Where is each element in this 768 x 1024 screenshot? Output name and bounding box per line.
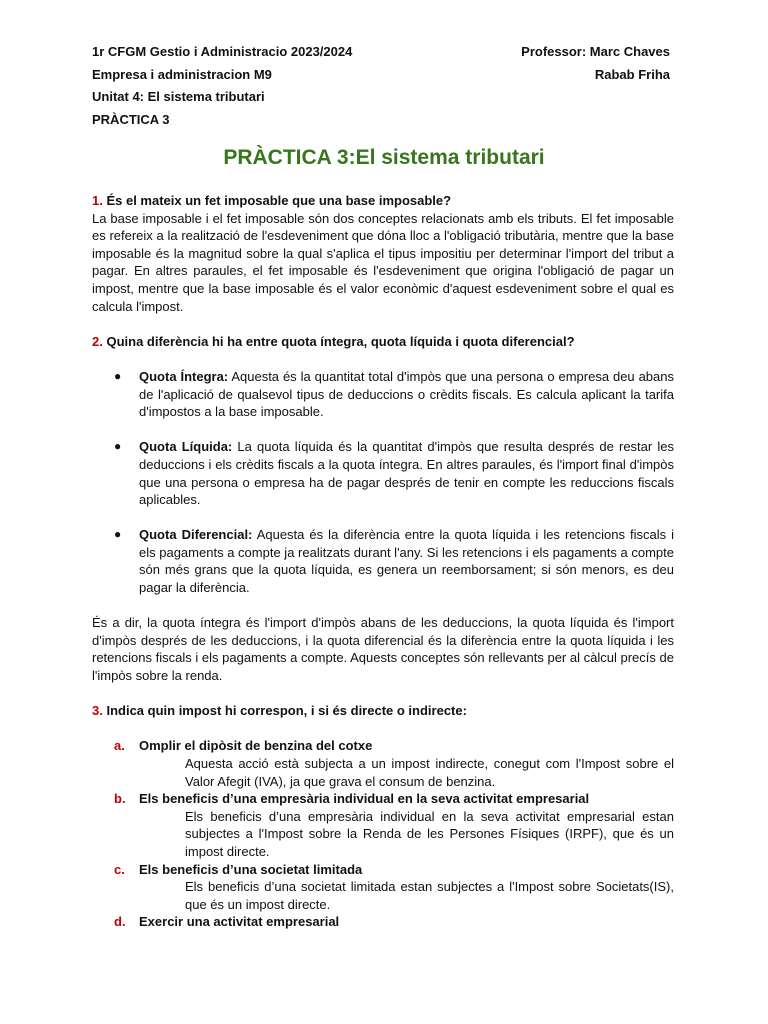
sub-letter: b. xyxy=(114,791,126,807)
bullet-item xyxy=(92,526,674,596)
student-name: Rabab Friha xyxy=(594,66,670,82)
course-label: 1r CFGM Gestio i Administracio 2023/2024 xyxy=(92,44,353,59)
question-2 xyxy=(92,333,674,351)
question-text: És el mateix un fet imposable que una base imposable? xyxy=(106,193,452,208)
document-body xyxy=(92,192,674,931)
document-title: PRÀCTICA 3:El sistema tributari xyxy=(223,146,545,169)
sub-letter: d. xyxy=(114,914,126,930)
sub-question-c xyxy=(92,861,674,879)
sub-answer: Els beneficis d’una societat limitada estan subjectes a l'Impost sobre Societats(IS), que és un impost directe. xyxy=(185,879,674,912)
question-number: 1. xyxy=(92,193,103,208)
question-3 xyxy=(92,702,674,720)
sub-heading: Els beneficis d’una empresària individual en la seva activitat empresarial xyxy=(139,791,590,807)
document-header xyxy=(92,42,670,132)
sub-answer: Els beneficis d’una empresària individual en la seva activitat empresarial estan subjectes a l'Impost sobre la Renda de les Persones Físiques (IRPF), que és un impost directe. xyxy=(185,808,674,859)
question-text: Quina diferència hi ha entre quota íntegra, quota líquida i quota diferencial? xyxy=(106,333,575,349)
question-number: 2. xyxy=(92,333,103,349)
bullet-item xyxy=(92,368,674,421)
bullet-term: Quota Líquida: xyxy=(139,439,233,455)
question-1 xyxy=(92,192,674,210)
sub-question-d xyxy=(92,913,674,931)
bullet-text: Aquesta és la diferència entre la quota líquida i les retencions fiscals i els pagaments a compte ja realitzats durant l'any. Si les retencions i els pagaments a compte són més grans que la quota líquida, es genera un reemborsament; si són menors, es deu pagar la diferència. xyxy=(139,527,674,596)
bullet-term: Quota Íntegra: xyxy=(139,368,229,384)
sub-heading: Exercir una activitat empresarial xyxy=(139,914,340,930)
unit-label: Unitat 4: El sistema tributari xyxy=(92,89,265,104)
question-text: Indica quin impost hi correspon, i si és directe o indirecte: xyxy=(106,703,467,719)
bullet-item xyxy=(92,438,674,508)
sub-question-a xyxy=(92,737,674,755)
sub-letter: c. xyxy=(114,861,125,877)
teacher-label: Professor: Marc Chaves xyxy=(521,44,670,59)
sub-heading: Els beneficis d’una societat limitada xyxy=(139,861,363,877)
sub-question-b xyxy=(92,790,674,808)
sub-letter: a. xyxy=(114,738,125,754)
sub-heading: Omplir el dipòsit de benzina del cotxe xyxy=(139,738,373,754)
question-number: 3. xyxy=(92,703,103,719)
module-label: Empresa i administracion M9 xyxy=(92,66,272,82)
bullet-icon: ● xyxy=(114,439,122,454)
practice-label: PRÀCTICA 3 xyxy=(92,111,170,127)
bullet-text: Aquesta és la quantitat total d'impòs que una persona o empresa deu abans de l'aplicació de qualsevol tipus de deduccions o crèdits fiscals. Es calcula aplicant la tarifa d'impostos a la base imposable. xyxy=(139,368,674,420)
bullet-term: Quota Diferencial: xyxy=(139,527,253,543)
sub-answer: Aquesta acció està subjecta a un impost indirecte, conegut com l'Impost sobre el Valor Afegit (IVA), ja que grava el consum de benzina. xyxy=(185,756,674,789)
answer-1: La base imposable i el fet imposable són dos conceptes relacionats amb els tributs. El fet imposable es refereix a la realització de l'esdeveniment que dóna lloc a l'obligació tributària, mentre que la base imposable és la magnitud sobre la qual s'aplica el tipus impositiu per determinar l'import del tribut a pagar. En altres paraules, el fet imposable és l'esdeveniment que origina l'obligació de pagar un impost, mentre que la base imposable és el valor econòmic d'aquest esdeveniment sobre el qual es calcula l'impost. xyxy=(92,210,674,314)
bullet-text: La quota líquida és la quantitat d'impòs que resulta després de restar les deduccions i els crèdits fiscals a la quota íntegra. En altres paraules, és l'import final d'impòs que una persona o empresa ha de pagar després de tenir en compte les reduccions fiscals aplicables. xyxy=(139,439,674,508)
bullet-icon: ● xyxy=(114,368,122,383)
answer-2-summary: És a dir, la quota íntegra és l'import d'impòs abans de les deduccions, la quota líquida és l'import d'impòs després de les deduccions, i la quota diferencial és la diferència entre la quota líquida i les retencions fiscals i els pagaments a compte. Aquests conceptes són rellevants per al càlcul precís de l'impòs sobre la renda. xyxy=(92,615,674,684)
bullet-icon: ● xyxy=(114,527,122,542)
